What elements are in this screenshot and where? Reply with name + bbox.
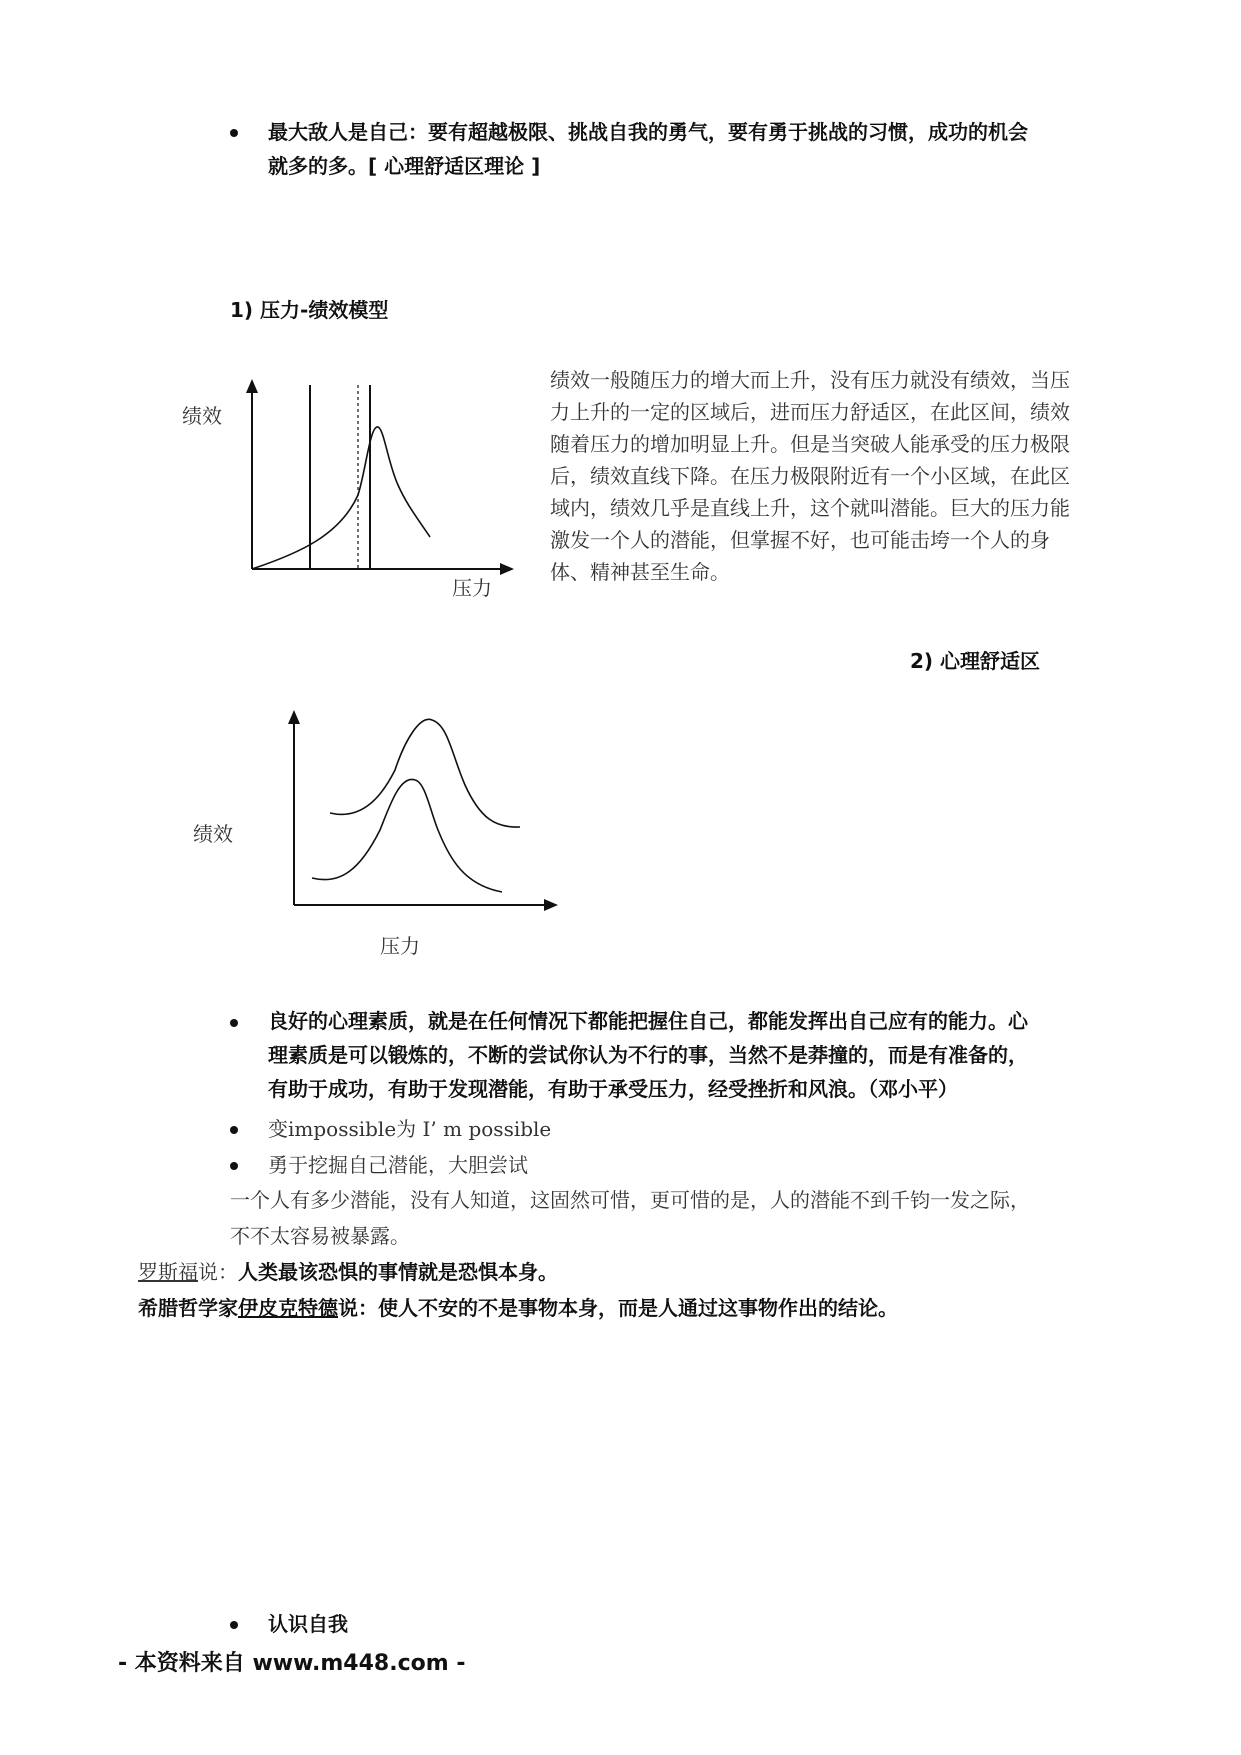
quote2 — [138, 1292, 898, 1324]
bullet3-text: 变impossible为 I’ m possible — [268, 1117, 552, 1141]
bullet-dot — [230, 1621, 238, 1629]
section1-heading: 1) 压力-绩效模型 — [230, 298, 389, 322]
chart2-lower-curve — [312, 779, 502, 892]
chart2-x-arrow — [544, 899, 558, 911]
footer: - 本资料来自 www.m448.com - — [118, 1651, 466, 1676]
bullet2-line3: 有助于成功，有助于发现潜能，有助于承受压力，经受挫折和风浪。（邓小平） — [268, 1077, 958, 1101]
chart1-ylabel: 绩效 — [182, 404, 222, 428]
quote1 — [138, 1256, 558, 1288]
chart1-x-arrow — [500, 563, 514, 575]
quote2-speaker: 伊皮克特德 — [238, 1296, 338, 1320]
chart1-xlabel: 压力 — [452, 576, 492, 600]
pressure-performance-chart — [240, 375, 520, 580]
comfort-zone-chart — [280, 700, 560, 920]
bullet2-line2: 理素质是可以锻炼的，不断的尝试你认为不行的事，当然不是莽撞的，而是有准备的， — [268, 1043, 1028, 1067]
paragraph-line: 后，绩效直线下降。在压力极限附近有一个小区域，在此区 — [550, 464, 1070, 488]
section2-heading: 2) 心理舒适区 — [910, 649, 1041, 673]
chart2-upper-curve — [330, 719, 520, 827]
paragraph-line: 体、精神甚至生命。 — [550, 560, 730, 584]
bullet1-line1: 最大敌人是自己：要有超越极限、挑战自我的勇气，要有勇于挑战的习惯，成功的机会 — [268, 120, 1028, 144]
quote1-speaker: 罗斯福 — [138, 1260, 198, 1284]
chart1-y-arrow — [246, 379, 258, 393]
bullet-dot — [230, 1162, 238, 1170]
paragraph-line: 绩效一般随压力的增大而上升，没有压力就没有绩效，当压 — [550, 368, 1070, 392]
bullet-dot — [230, 129, 238, 137]
quote1-said: 说： — [198, 1260, 238, 1284]
chart2-ylabel: 绩效 — [193, 822, 233, 846]
bullet-dot — [230, 1126, 238, 1134]
quote1-text: 人类最该恐惧的事情就是恐惧本身。 — [238, 1260, 558, 1284]
chart2-y-arrow — [288, 710, 300, 724]
bullet-dot — [230, 1019, 238, 1027]
paragraph-line: 激发一个人的潜能，但掌握不好，也可能击垮一个人的身 — [550, 528, 1050, 552]
quote2-text: 说：使人不安的不是事物本身，而是人通过这事物作出的结论。 — [338, 1296, 898, 1320]
quote2-prefix: 希腊哲学家 — [138, 1296, 238, 1320]
paragraph-line: 随着压力的增加明显上升。但是当突破人能承受的压力极限 — [550, 432, 1070, 456]
paragraph-line: 力上升的一定的区域后，进而压力舒适区，在此区间，绩效 — [550, 400, 1070, 424]
chart1-performance-curve — [252, 427, 430, 569]
para2-line1: 一个人有多少潜能，没有人知道，这固然可惜，更可惜的是，人的潜能不到千钧一发之际， — [230, 1188, 1030, 1212]
para2-line2: 不不太容易被暴露。 — [230, 1224, 410, 1248]
bullet1-line2: 就多的多。[ 心理舒适区理论 ] — [268, 154, 541, 178]
bullet4-text: 勇于挖掘自己潜能，大胆尝试 — [268, 1153, 528, 1177]
chart2-xlabel: 压力 — [380, 934, 420, 958]
bullet5-text: 认识自我 — [268, 1612, 348, 1636]
bullet2-line1: 良好的心理素质，就是在任何情况下都能把握住自己，都能发挥出自己应有的能力。心 — [268, 1009, 1028, 1033]
section1-paragraph — [550, 364, 1130, 588]
paragraph-line: 域内，绩效几乎是直线上升，这个就叫潜能。巨大的压力能 — [550, 496, 1070, 520]
